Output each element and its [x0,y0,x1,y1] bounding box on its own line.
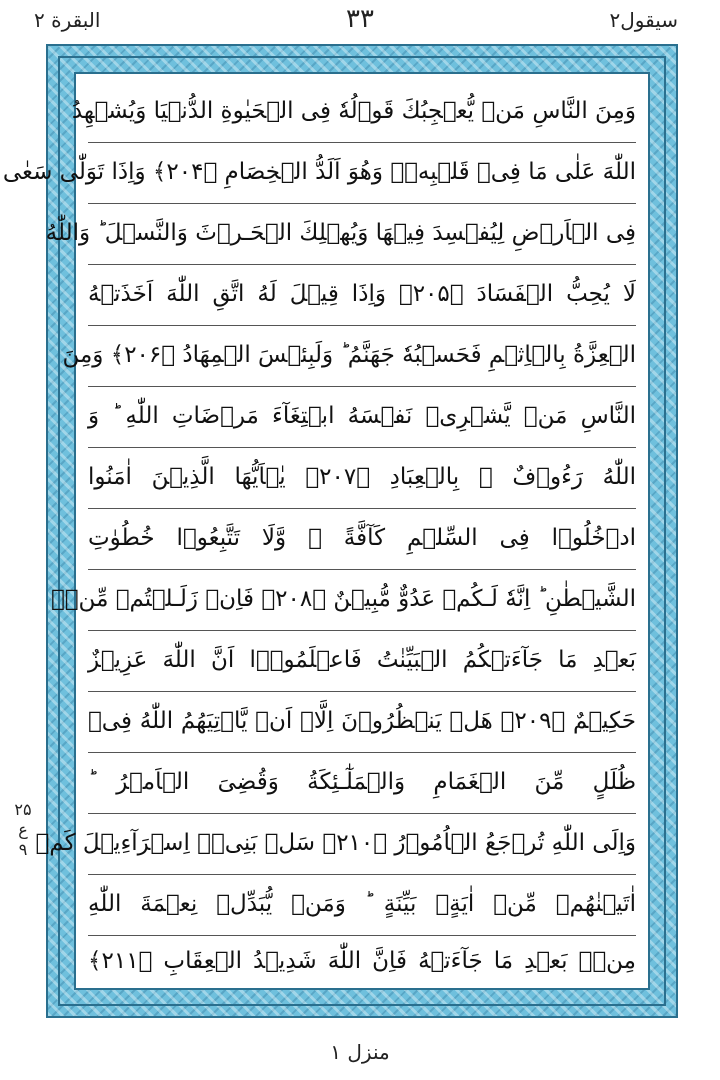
verse-line-10: بَعۡدِ مَا جَآءَتۡكُمُ الۡبَيِّنٰتُ فَاعۡلَمُوۡۤا اَنَّ اللّٰهَ عَزِيۡزٌ [88,631,636,692]
ruku-sign: ع [18,820,28,839]
verse-line-15: مِنۡۢ بَعۡدِ مَا جَآءَتۡهُ فَاِنَّ اللّٰهَ شَدِيۡدُ الۡعِقَابِ ﴿۲۱۱﴾ [88,948,636,974]
ruku-marker [8,800,38,860]
verse-line-6: النَّاسِ مَنۡ يَّشۡرِىۡ نَفۡسَهُ ابۡتِغَآءَ مَرۡضَاتِ اللّٰهِ ؕ وَ [88,387,636,448]
verse-line-13: وَاِلَى اللّٰهِ تُرۡجَعُ الۡاُمُوۡرُ ﴿۲۱۰﴾ سَلۡ بَنِىۡۤ اِسۡرَآءِيۡلَ كَمۡ [88,814,636,875]
para-name: سیقول۲ [609,8,678,32]
page-header [0,0,720,44]
surah-name: البقرة ۲ [34,8,101,32]
verse-line-1: وَمِنَ النَّاسِ مَنۡ يُّعۡجِبُكَ قَوۡلُهٗ فِى الۡحَيٰوةِ الدُّنۡيَا وَيُشۡهِدُ [88,82,636,143]
verse-line-12: ظُلَلٍ مِّنَ الۡغَمَامِ وَالۡمَلٰٓـئِكَةُ وَقُضِىَ الۡاَمۡرُ ؕ [88,753,636,814]
ruku-count: ۹ [18,840,28,859]
verse-line-7: اللّٰهُ رَءُوۡفٌ ۢ بِالۡعِبَادِ ﴿۲۰۷﴾ يٰۤاَيُّهَا الَّذِيۡنَ اٰمَنُوا [88,448,636,509]
verse-line-4: لَا يُحِبُّ الۡفَسَادَ ﴿۲۰۵﴾ وَاِذَا قِيۡلَ لَهُ اتَّقِ اللّٰهَ اَخَذَتۡهُ [88,265,636,326]
ruku-number: ۲۵ [14,800,32,819]
page-number: ۳۳ [346,4,374,34]
verse-line-11: حَكِيۡمٌ ﴿۲۰۹﴾ هَلۡ يَنۡظُرُوۡنَ اِلَّاۤ اَنۡ يَّاۡتِيَهُمُ اللّٰهُ فِىۡ [88,692,636,753]
verse-line-5: الۡعِزَّةُ بِالۡاِثۡمِ فَحَسۡبُهٗ جَهَنَّمُ ؕ وَلَبِئۡسَ الۡمِهَادُ ﴿۲۰۶﴾ وَمِنَ [88,326,636,387]
verse-line-9: الشَّيۡطٰنِ ؕ اِنَّهٗ لَـكُمۡ عَدُوٌّ مُّبِيۡنٌ ﴿۲۰۸﴾ فَاِنۡ زَلَـلۡتُمۡ مِّنۡۢ [88,570,636,631]
verse-line-3: فِى الۡاَرۡضِ لِيُفۡسِدَ فِيۡهَا وَيُهۡلِكَ الۡحَـرۡثَ وَالنَّسۡلَ ؕ وَاللّٰهُ [88,204,636,265]
verse-line-2: اللّٰهَ عَلٰى مَا فِىۡ قَلۡبِهٖۙ وَهُوَ اَلَدُّ الۡخِصَامِ ﴿۲۰۴﴾ وَاِذَا تَوَلّٰى سَعٰى [88,143,636,204]
verse-line-8: ادۡخُلُوۡا فِى السِّلۡمِ كَآفَّةً ۖ وَّلَا تَتَّبِعُوۡا خُطُوٰتِ [88,509,636,570]
manzil-label: منزل ۱ [330,1040,390,1064]
verse-line-14: اٰتَيۡنٰهُمۡ مِّنۡ اٰيَةٍۢ بَيِّنَةٍ ؕ وَمَنۡ يُّبَدِّلۡ نِعۡمَةَ اللّٰهِ [88,875,636,936]
